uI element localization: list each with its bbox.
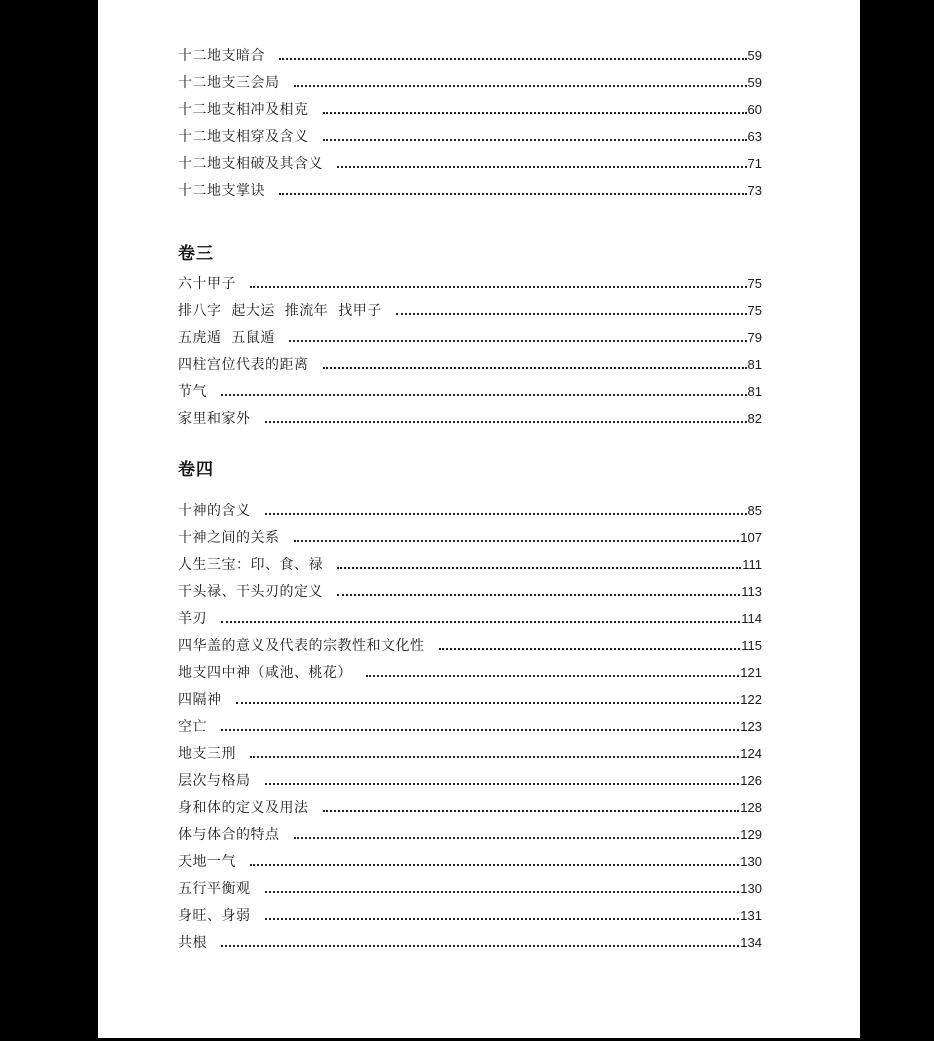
toc-entry-page: 60 xyxy=(747,102,762,117)
toc-entry-title: 十二地支掌诀 xyxy=(178,183,265,199)
toc-entry-page: 130 xyxy=(740,881,762,896)
toc-entry[interactable] xyxy=(178,72,762,94)
dot-leader xyxy=(337,166,747,168)
toc-entry[interactable] xyxy=(178,932,762,954)
toc-entry-page: 85 xyxy=(747,503,762,518)
toc-entry[interactable] xyxy=(178,635,762,657)
toc-entry[interactable] xyxy=(178,905,762,927)
dot-leader xyxy=(323,810,740,812)
toc-entry-page: 111 xyxy=(742,557,762,572)
toc-entry-title: 四隔神 xyxy=(178,692,222,708)
toc-entry[interactable] xyxy=(178,408,762,430)
dot-leader xyxy=(279,58,747,60)
dot-leader xyxy=(289,340,747,342)
toc-entry-page: 134 xyxy=(740,935,762,950)
toc-entry-title: 层次与格局 xyxy=(178,773,251,789)
toc-entry-title: 五行平衡观 xyxy=(178,881,251,897)
toc-entry[interactable] xyxy=(178,527,762,549)
toc-entry[interactable] xyxy=(178,716,762,738)
dot-leader xyxy=(265,783,740,785)
toc-entry[interactable] xyxy=(178,99,762,121)
dot-leader xyxy=(221,729,739,731)
toc-entry[interactable] xyxy=(178,45,762,67)
toc-entry-page: 59 xyxy=(747,48,762,63)
dot-leader xyxy=(265,513,747,515)
dot-leader xyxy=(294,837,740,839)
toc-entry-page: 115 xyxy=(741,638,762,653)
dot-leader xyxy=(294,85,747,87)
toc-entry-title: 共根 xyxy=(178,935,207,951)
toc-entry[interactable] xyxy=(178,300,762,322)
toc-entry-title: 排八字 起大运 推流年 找甲子 xyxy=(178,303,382,319)
toc-entry[interactable] xyxy=(178,153,762,175)
toc-entry-title: 十二地支暗合 xyxy=(178,48,265,64)
toc-entry-title: 地支四中神（咸池、桃花） xyxy=(178,665,352,681)
toc-entry-page: 128 xyxy=(740,800,762,815)
dot-leader xyxy=(337,567,741,569)
toc-entry-page: 81 xyxy=(747,384,762,399)
toc-entry-title: 四柱宫位代表的距离 xyxy=(178,357,309,373)
dot-leader xyxy=(366,675,739,677)
dot-leader xyxy=(279,193,747,195)
toc-entry-title: 家里和家外 xyxy=(178,411,251,427)
toc-entry-page: 79 xyxy=(747,330,762,345)
toc-entry[interactable] xyxy=(178,327,762,349)
dot-leader xyxy=(250,864,739,866)
toc-entry-title: 四华盖的意义及代表的宗教性和文化性 xyxy=(178,638,425,654)
dot-leader xyxy=(221,945,739,947)
toc-entry[interactable] xyxy=(178,273,762,295)
toc-entry[interactable] xyxy=(178,743,762,765)
dot-leader xyxy=(250,756,739,758)
toc-entry[interactable] xyxy=(178,824,762,846)
toc-entry-page: 75 xyxy=(747,276,762,291)
dot-leader xyxy=(265,891,740,893)
toc-entry-page: 114 xyxy=(741,611,762,626)
toc-entry-page: 129 xyxy=(740,827,762,842)
toc-entry[interactable] xyxy=(178,662,762,684)
toc-entry-page: 81 xyxy=(747,357,762,372)
toc-entry-title: 羊刃 xyxy=(178,611,207,627)
toc-entry-page: 130 xyxy=(740,854,762,869)
toc-entry-page: 107 xyxy=(740,530,762,545)
toc-entry-page: 82 xyxy=(747,411,762,426)
volume-heading: 卷三 xyxy=(178,244,214,264)
dot-leader xyxy=(265,918,740,920)
toc-entry-title: 地支三刑 xyxy=(178,746,236,762)
toc-entry[interactable] xyxy=(178,851,762,873)
toc-entry-title: 十神的含义 xyxy=(178,503,251,519)
toc-entry-page: 113 xyxy=(741,584,762,599)
toc-entry[interactable] xyxy=(178,500,762,522)
toc-entry-title: 十二地支相穿及含义 xyxy=(178,129,309,145)
toc-entry[interactable] xyxy=(178,126,762,148)
dot-leader xyxy=(221,394,747,396)
toc-entry[interactable] xyxy=(178,381,762,403)
dot-leader xyxy=(221,621,740,623)
toc-entry[interactable] xyxy=(178,878,762,900)
dot-leader xyxy=(337,594,740,596)
dot-leader xyxy=(439,648,741,650)
toc-entry-title: 六十甲子 xyxy=(178,276,236,292)
toc-entry-page: 126 xyxy=(740,773,762,788)
toc-entry-page: 123 xyxy=(740,719,762,734)
toc-entry-title: 干头禄、干头刃的定义 xyxy=(178,584,323,600)
toc-entry-page: 59 xyxy=(747,75,762,90)
toc-entry-title: 身和体的定义及用法 xyxy=(178,800,309,816)
toc-entry[interactable] xyxy=(178,770,762,792)
toc-entry-page: 122 xyxy=(740,692,762,707)
toc-entry[interactable] xyxy=(178,581,762,603)
toc-entry-page: 75 xyxy=(747,303,762,318)
toc-entry-page: 71 xyxy=(747,156,762,171)
dot-leader xyxy=(265,421,747,423)
toc-entry[interactable] xyxy=(178,554,762,576)
toc-entry-title: 五虎遁 五鼠遁 xyxy=(178,330,275,346)
dot-leader xyxy=(250,286,747,288)
toc-entry-page: 63 xyxy=(747,129,762,144)
toc-entry-title: 天地一气 xyxy=(178,854,236,870)
toc-entry-title: 空亡 xyxy=(178,719,207,735)
toc-entry[interactable] xyxy=(178,180,762,202)
toc-entry-page: 124 xyxy=(740,746,762,761)
dot-leader xyxy=(323,139,747,141)
toc-entry-title: 十二地支相破及其含义 xyxy=(178,156,323,172)
toc-entry[interactable] xyxy=(178,354,762,376)
toc-entry-title: 十神之间的关系 xyxy=(178,530,280,546)
toc-entry-page: 131 xyxy=(740,908,762,923)
toc-entry-page: 73 xyxy=(747,183,762,198)
toc-entry-title: 十二地支相冲及相克 xyxy=(178,102,309,118)
toc-entry-title: 人生三宝：印、食、禄 xyxy=(178,557,323,573)
document-page xyxy=(98,0,860,1038)
toc-entry-title: 体与体合的特点 xyxy=(178,827,280,843)
dot-leader xyxy=(323,112,747,114)
dot-leader xyxy=(294,540,740,542)
toc-entry-page: 121 xyxy=(740,665,762,680)
toc-entry-title: 十二地支三会局 xyxy=(178,75,280,91)
dot-leader xyxy=(396,313,747,315)
dot-leader xyxy=(323,367,747,369)
toc-entry[interactable] xyxy=(178,797,762,819)
dot-leader xyxy=(236,702,740,704)
volume-heading: 卷四 xyxy=(178,460,214,480)
toc-entry-title: 节气 xyxy=(178,384,207,400)
toc-entry[interactable] xyxy=(178,608,762,630)
toc-entry[interactable] xyxy=(178,689,762,711)
toc-entry-title: 身旺、身弱 xyxy=(178,908,251,924)
